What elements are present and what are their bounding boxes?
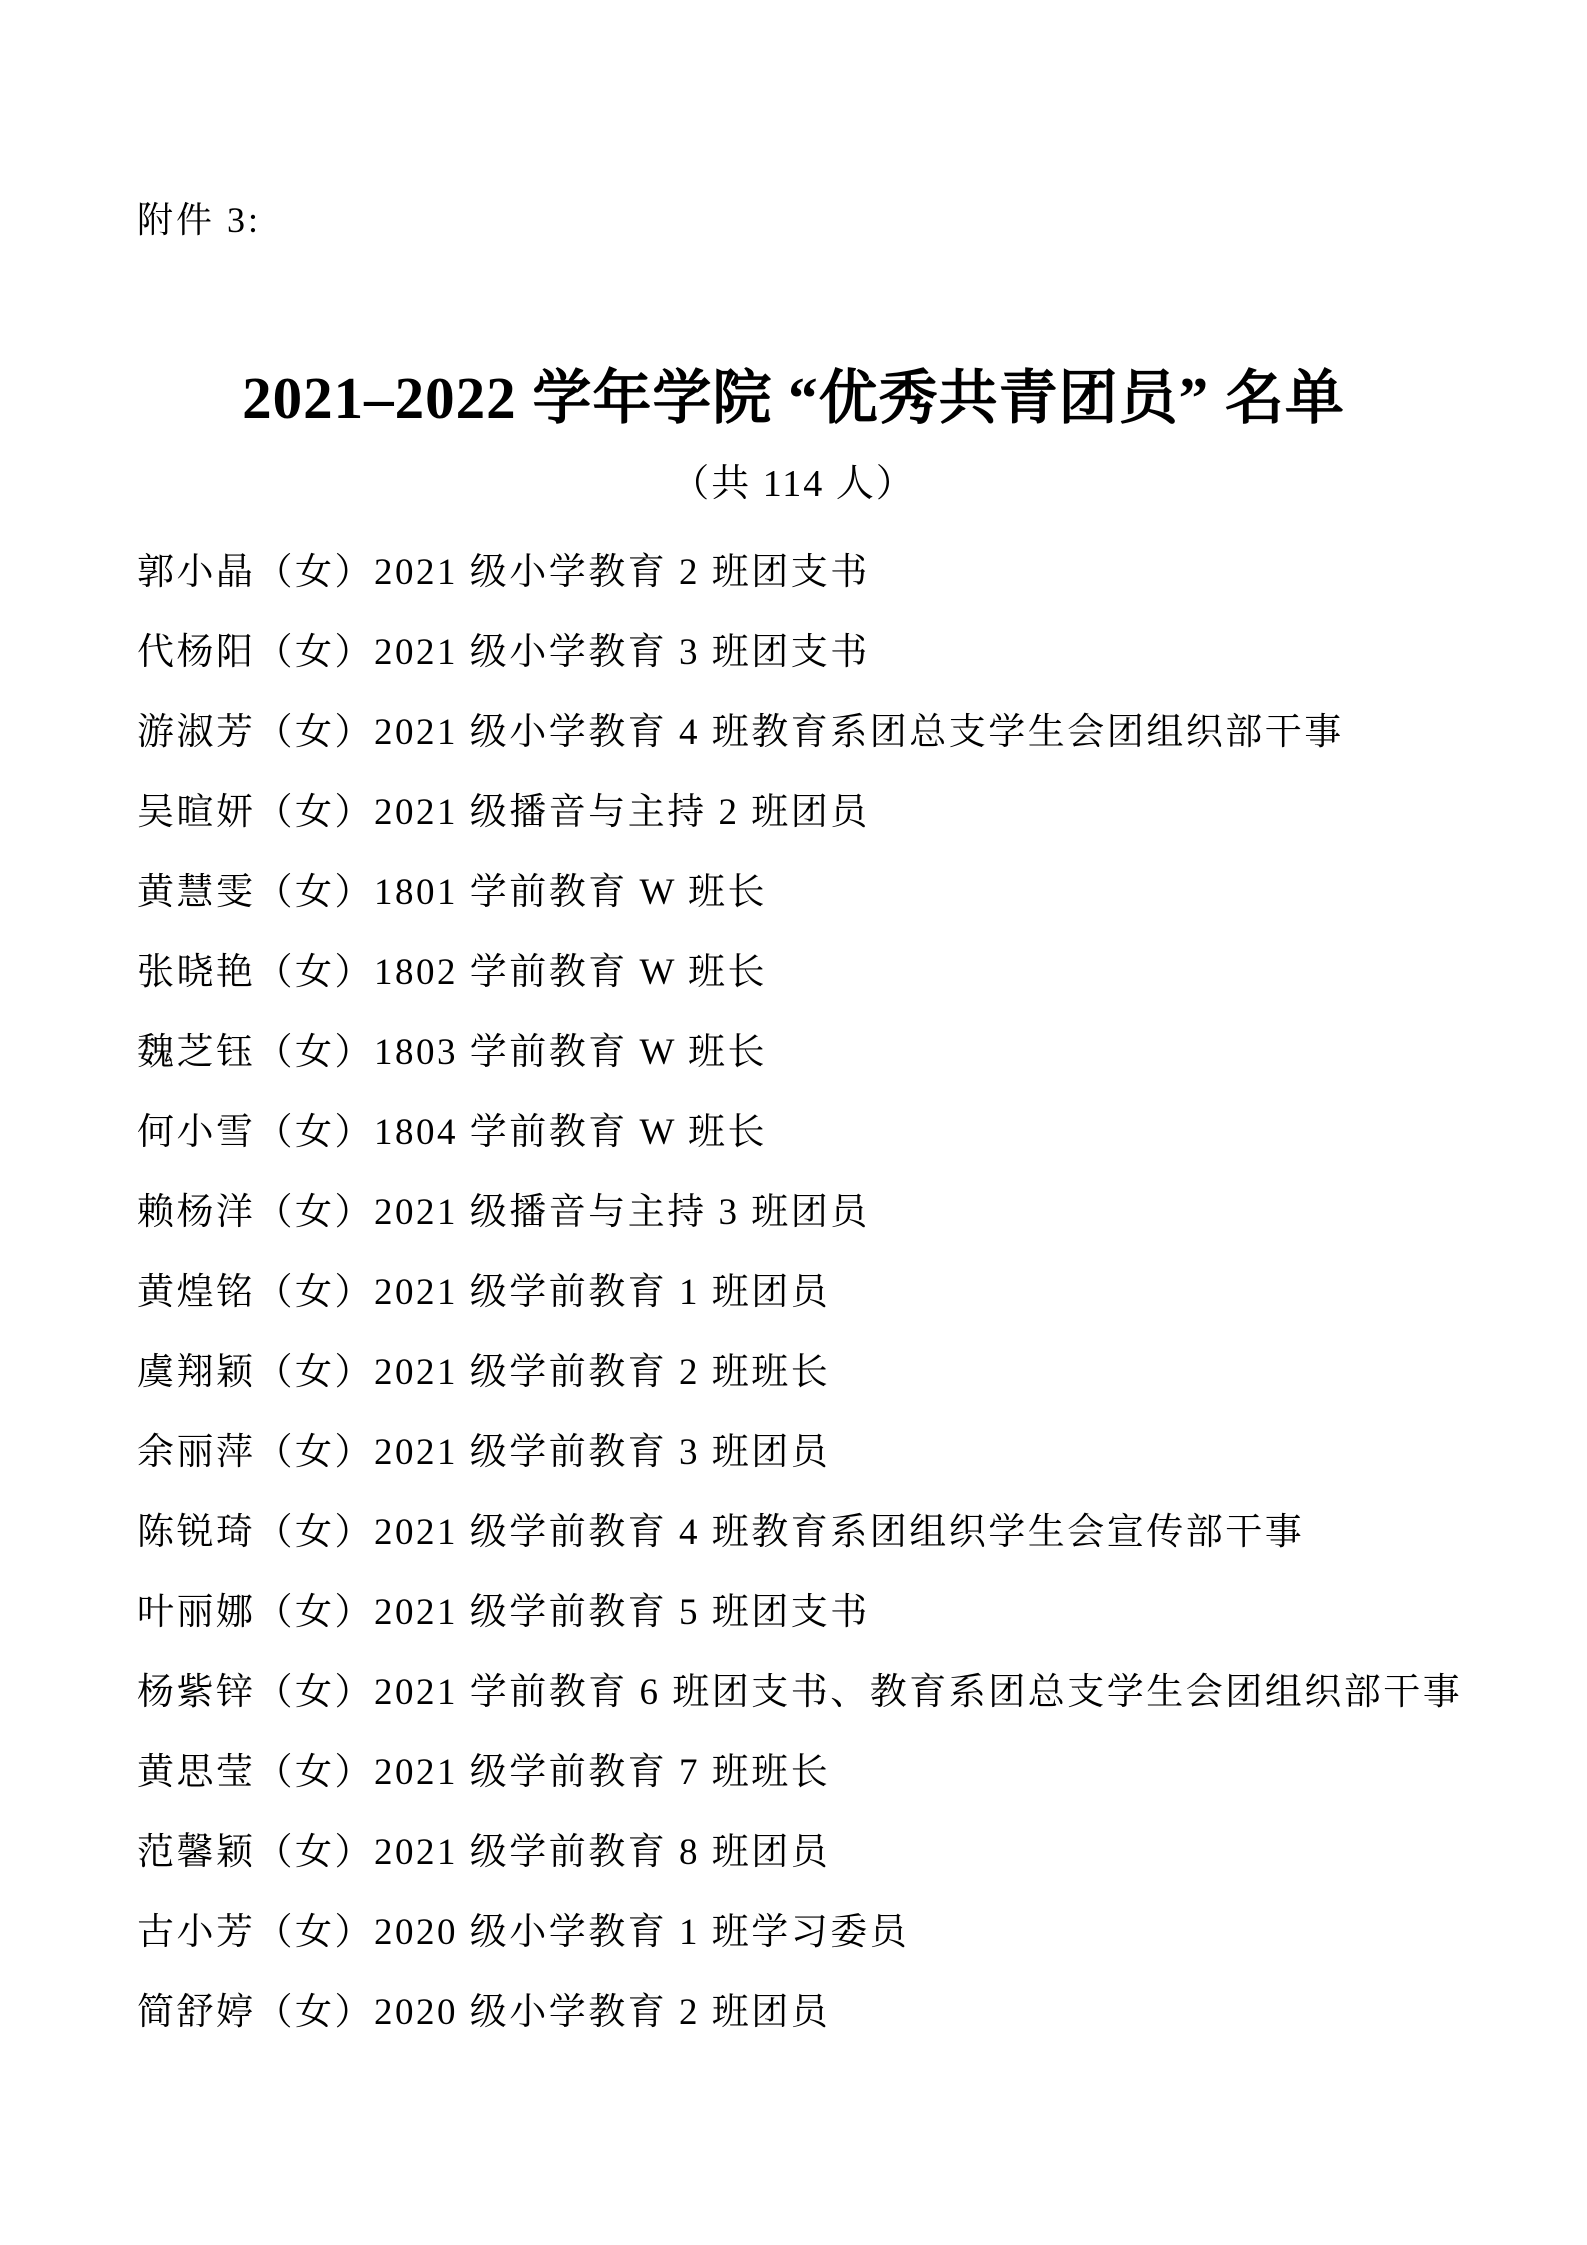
member-entry: 黄煌铭（女）2021 级学前教育 1 班团员 [137, 1272, 831, 1313]
member-entry: 黄慧雯（女）1801 学前教育 W 班长 [137, 872, 768, 913]
subtitle-count: （共 114 人） [671, 463, 916, 505]
member-entry: 杨紫锌（女）2021 学前教育 6 班团支书、教育系团总支学生会团组织部干事 [137, 1672, 1463, 1713]
member-entry: 叶丽娜（女）2021 级学前教育 5 班团支书 [137, 1592, 870, 1633]
attachment-label: 附件 3: [137, 200, 262, 240]
member-entry: 何小雪（女）1804 学前教育 W 班长 [137, 1112, 768, 1153]
member-entry: 古小芳（女）2020 级小学教育 1 班学习委员 [137, 1912, 910, 1953]
member-entry: 范馨颖（女）2021 级学前教育 8 班团员 [137, 1832, 831, 1873]
member-list [137, 528, 1497, 2048]
member-entry: 虞翔颖（女）2021 级学前教育 2 班班长 [137, 1352, 831, 1393]
member-entry: 代杨阳（女）2021 级小学教育 3 班团支书 [137, 632, 870, 673]
member-entry: 吴暄妍（女）2021 级播音与主持 2 班团员 [137, 792, 870, 833]
member-entry: 游淑芳（女）2021 级小学教育 4 班教育系团总支学生会团组织部干事 [137, 712, 1344, 753]
member-entry: 简舒婷（女）2020 级小学教育 2 班团员 [137, 1992, 831, 2033]
member-entry: 黄思莹（女）2021 级学前教育 7 班班长 [137, 1752, 831, 1793]
member-entry: 赖杨洋（女）2021 级播音与主持 3 班团员 [137, 1192, 870, 1233]
page-title: 2021–2022 学年学院 “优秀共青团员” 名单 [242, 365, 1345, 431]
member-entry: 余丽萍（女）2021 级学前教育 3 班团员 [137, 1432, 831, 1473]
member-entry: 陈锐琦（女）2021 级学前教育 4 班教育系团组织学生会宣传部干事 [137, 1512, 1305, 1553]
member-entry: 魏芝钰（女）1803 学前教育 W 班长 [137, 1032, 768, 1073]
member-entry: 郭小晶（女）2021 级小学教育 2 班团支书 [137, 552, 870, 593]
member-entry: 张晓艳（女）1802 学前教育 W 班长 [137, 952, 768, 993]
